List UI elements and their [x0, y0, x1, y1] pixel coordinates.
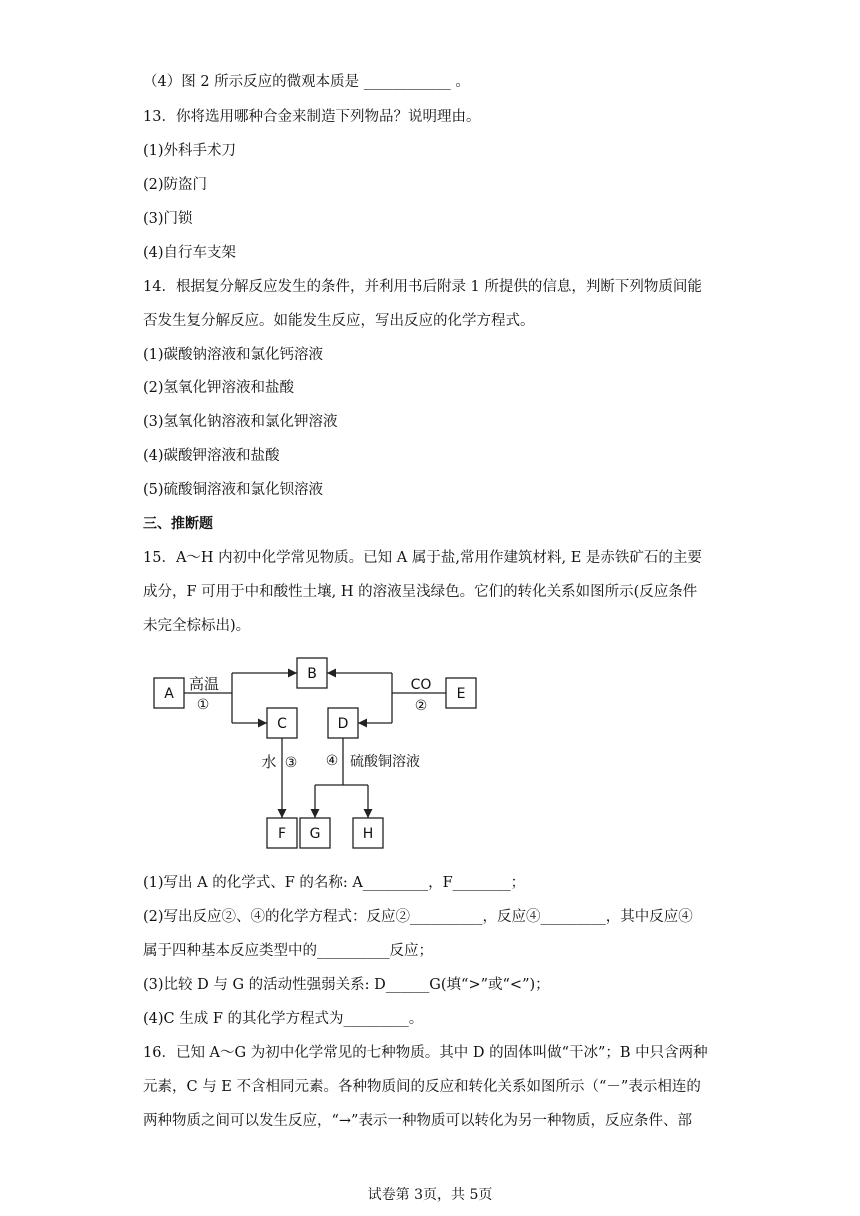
box-a-label: A: [164, 686, 174, 702]
q15-part2-line2: 属于四种基本反应类型中的__________反应；: [143, 943, 433, 959]
section-heading: 三、推断题: [143, 516, 213, 532]
label-reaction-2: ②: [414, 698, 428, 714]
box-c-label: C: [277, 716, 287, 732]
label-reaction-1: ①: [196, 697, 210, 713]
q13-item-1: (1)外科手术刀: [143, 143, 237, 159]
q13-stem: 13．你将选用哪种合金来制造下列物品？说明理由。: [143, 109, 481, 125]
label-cuso4: 硫酸铜溶液: [350, 754, 420, 770]
box-e-label: E: [456, 686, 466, 702]
q16-stem-line2: 元素，C 与 E 不含相同元素。各种物质间的反应和转化关系如图所示（“－”表示相连的: [143, 1079, 701, 1095]
q14-stem-line1: 14．根据复分解反应发生的条件，并利用书后附录 1 所提供的信息，判断下列物质间能: [143, 279, 702, 295]
q15-stem-line1: 15．A～H 内初中化学常见物质。已知 A 属于盐,常用作建筑材料, E 是赤铁矿石的主要: [143, 550, 702, 566]
box-f-label: F: [277, 826, 287, 842]
q14-item-4: (4)碳酸钾溶液和盐酸: [143, 448, 280, 464]
q12-part4: （4）图 2 所示反应的微观本质是 ____________ 。: [143, 74, 470, 90]
q15-part3: (3)比较 D 与 G 的活动性强弱关系: D______G(填“>”或“<”)；: [143, 977, 550, 993]
label-co: CO: [410, 677, 432, 693]
q15-part2-line1: (2)写出反应②、④的化学方程式：反应②__________，反应④_________，其中反应④: [143, 909, 693, 925]
label-water: 水: [261, 753, 277, 771]
box-b-label: B: [307, 666, 317, 682]
label-gaowen: 高温: [188, 675, 220, 693]
box-d-label: D: [337, 716, 349, 732]
q15-part1: (1)写出 A 的化学式、F 的名称: A_________，F________；: [143, 875, 526, 891]
box-h-label: H: [362, 826, 374, 842]
q14-item-2: (2)氢氧化钾溶液和盐酸: [143, 380, 295, 396]
q13-item-4: (4)自行车支架: [143, 245, 237, 261]
q15-stem-line2: 成分，F 可用于中和酸性土壤, H 的溶液呈浅绿色。它们的转化关系如图所示(反应条件: [143, 584, 698, 600]
q15-part4: (4)C 生成 F 的其化学方程式为_________。: [143, 1011, 424, 1027]
box-g-label: G: [309, 826, 321, 842]
q14-item-3: (3)氢氧化钠溶液和氯化钾溶液: [143, 414, 338, 430]
q15-reaction-diagram: [140, 650, 500, 855]
q16-stem-line3: 两种物质之间可以发生反应，“→”表示一种物质可以转化为另一种物质，反应条件、部: [143, 1113, 692, 1129]
q14-item-5: (5)硫酸铜溶液和氯化钡溶液: [143, 482, 324, 498]
page-footer: 试卷第 3页，共 5页: [367, 1187, 493, 1203]
q14-item-1: (1)碳酸钠溶液和氯化钙溶液: [143, 347, 324, 363]
q15-stem-line3: 未完全棕标出)。: [143, 618, 251, 634]
q13-item-3: (3)门锁: [143, 211, 193, 227]
label-reaction-3: ③: [284, 755, 298, 771]
q16-stem-line1: 16．已知 A～G 为初中化学常见的七种物质。其中 D 的固体叫做“干冰”；B 中只含两种: [143, 1045, 708, 1061]
q14-stem-line2: 否发生复分解反应。如能发生反应，写出反应的化学方程式。: [143, 313, 535, 329]
q13-item-2: (2)防盗门: [143, 177, 208, 193]
label-reaction-4: ④: [325, 753, 339, 769]
